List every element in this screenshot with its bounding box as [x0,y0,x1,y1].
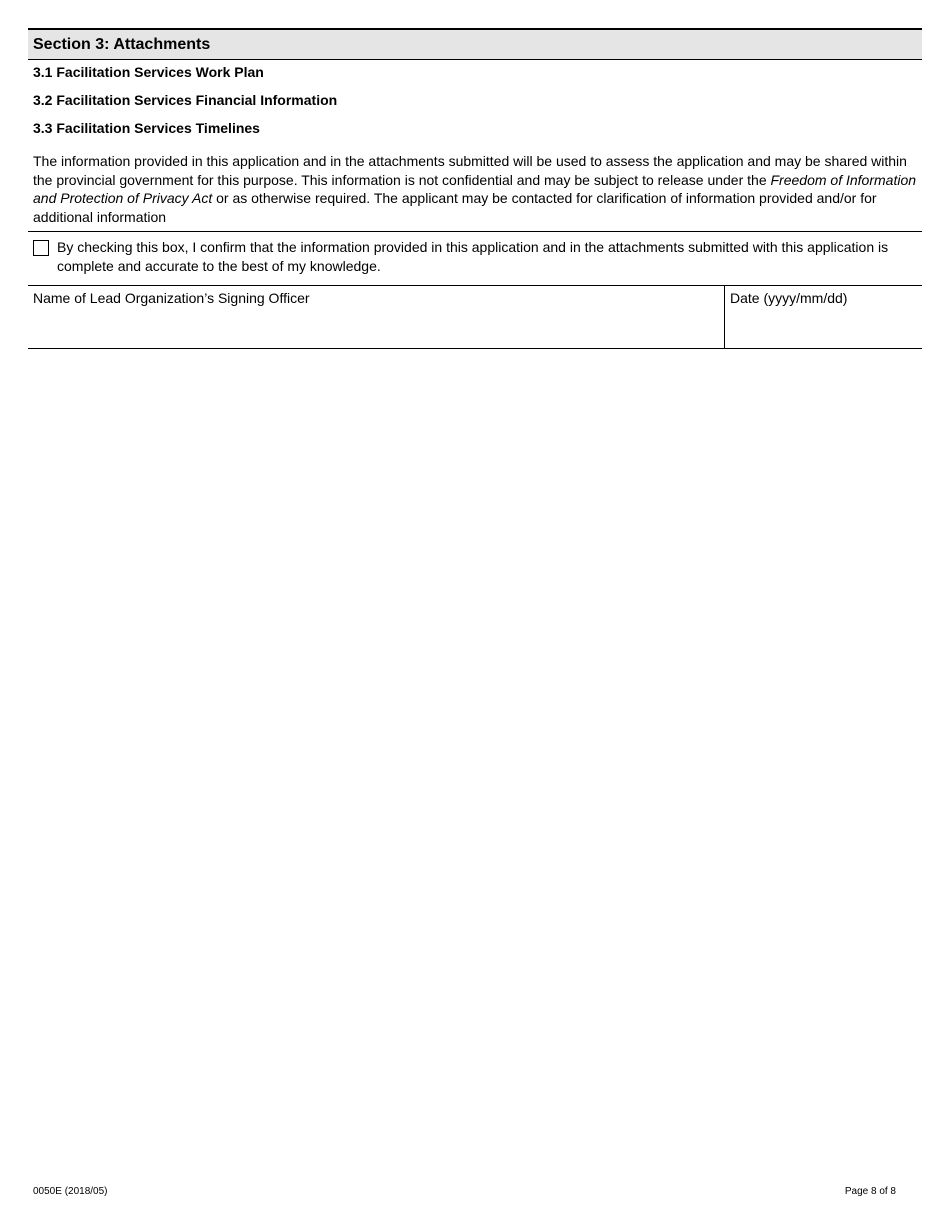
privacy-notice-text-start: The information provided in this application and in the attachments submitted will be used to assess the application and may be shared within the provincial government for this purpose. This information is not confidential and may be subject to release under the [33,153,907,188]
confirmation-row [28,231,922,285]
section-title: Section 3: Attachments [28,28,922,60]
signing-officer-name-label: Name of Lead Organization’s Signing Officer [33,290,310,306]
form-code: 0050E (2018/05) [33,1186,108,1197]
signature-row [28,285,922,349]
attachments-form [28,28,922,349]
privacy-act-name: Freedom of Information and Protection of Privacy Act [33,171,917,206]
privacy-notice [28,152,922,227]
page-number: Page 8 of 8 [844,1186,896,1197]
confirmation-text: By checking this box, I confirm that the information provided in this application and in the attachments submitted with this application is complete and accurate to the best of my knowledge. [57,239,889,274]
signature-date-label: Date (yyyy/mm/dd) [730,290,848,306]
privacy-notice-text-end: or as otherwise required. The applicant may be contacted for clarification of information provided and/or for additional information [33,190,877,225]
attachment-item-financial-information: 3.2 Facilitation Services Financial Information [33,92,338,108]
signing-officer-name-field[interactable] [28,286,725,348]
signature-date-field[interactable] [725,286,922,348]
confirmation-checkbox[interactable] [33,240,49,256]
attachment-item-timelines: 3.3 Facilitation Services Timelines [33,120,260,136]
attachment-item-work-plan: 3.1 Facilitation Services Work Plan [33,64,264,80]
